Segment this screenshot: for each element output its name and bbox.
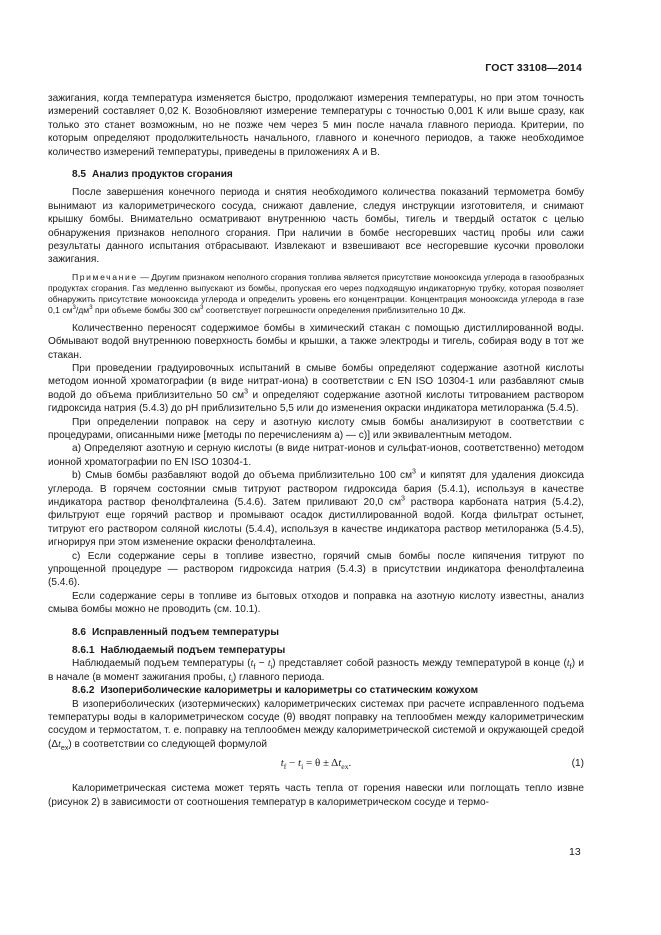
list-item-b: b) Смыв бомбы разбавляют водой до объема приблизительно 100 $см^3$ и кипятят для удаления диоксида углерода. В горячем состоянии смыв титруют раствором гидроксида бария (5.4.1), используя в качестве индикатора раствор фенолфталеина (5.4.6). Затем приливают 20,0 $см^3$ раствора карбоната натрия (5.4.2), фильтруют еще горячий раствор и промывают осадок дистиллированной водой. Когда фильтрат остынет, титруют его раствором соляной кислоты (5.4.4), используя в качестве индикатора раствор метилоранжа (5.4.5), игнорируя при этом изменение окраски фенолфталеина. [48, 468, 584, 549]
section-title: Анализ продуктов сгорания [92, 169, 233, 181]
section-title: Исправленный подъем температуры [92, 626, 279, 638]
paragraph: В изопериболических (изотермических) калориметрических системах при расчете исправленного подъема температуры воды в калориметрическом сосуде (θ) вводят поправку на теплообмен между калориметрическим сосудом и термостатом, т. е. поправку на теплообмен между калориметрической системой и окружающей средой $(\Delta t_{ex})$ в соответствии со следующей формулой [48, 698, 584, 752]
subsection-number: 8.6.1 [72, 645, 95, 657]
paragraph: Калориметрическая система может терять часть тепла от горения навески или поглощать тепло извне (рисунок 2) в зависимости от соотношения температур в калориметрическом сосуде и термо- [48, 783, 584, 808]
list-item-c: c) Если содержание серы в топливе известно, горячий смыв бомбы после кипячения титруют по упрощенной процедуре — раствором гидроксида натрия (5.4.3) в присутствии индикатора фенолфталеина (5.4.6). [48, 550, 584, 589]
equation-number: (1) [571, 758, 584, 770]
paragraph: Наблюдаемый подъем температуры $(t_f - t_i)$ представляет собой разность между температурой в конце $(t_f)$ и в начале (в момент зажигания пробы, $t_i$) главного периода. [48, 658, 584, 685]
subsection-number: 8.6.2 [72, 685, 95, 697]
paragraph: Если содержание серы в топливе из бытовых отходов и поправка на азотную кислоту известны, анализ смыва бомбы можно не проводить (см. 10.1). [48, 590, 584, 616]
document-code: ГОСТ 33108—2014 [485, 62, 582, 74]
section-heading-8-5 [72, 168, 584, 181]
note: Примечание — Другим признаком неполного сгорания топлива является присутствие монооксида углерода в газообразных продуктах сгорания. Газ медленно выпускают из бомбы, пропуская его через подходящую индикаторную трубку, которая позволяет обнаружить присутствие монооксида углерода и определить уровень его концентрации. Концентрация монооксида углерода в газе 0,1 $см^3/дм^3$ при объеме бомбы 300 $см^3$ соответствует погрешности определения приблизительно 10 Дж. [48, 271, 584, 316]
formula: $t_f - t_i = \theta \pm \Delta t_{ex}$. [280, 757, 352, 772]
note-label: Примечание [72, 271, 138, 282]
subsection-title: Изопериболические калориметры и калориметры со статическим кожухом [100, 685, 479, 697]
paragraph: После завершения конечного периода и снятия необходимого количества показаний термометра бомбу вынимают из калориметрического сосуда, снижают давление, следуя инструкции изготовителя, и снимают крышку бомбы. Внимательно осматривают внутреннюю часть бомбы, тигель и твердый остаток с целью обнаружения признаков неполного сгорания. При наличии в бомбе несгоревших частиц пробы или сажи результаты данного испытания отбрасывают. Извлекают и взвешивают все несгоревшие кусочки проволоки зажигания. [48, 187, 584, 266]
page-content [48, 92, 584, 809]
page-number: 13 [569, 846, 581, 858]
subsection-heading-8-6-2 [72, 684, 584, 697]
list-item-a: a) Определяют азотную и серную кислоты (в виде нитрат-ионов и сульфат-ионов, соответственно) методом ионной хроматографии по EN ISO 10304-1. [48, 443, 584, 468]
paragraph: зажигания, когда температура изменяется быстро, продолжают измерения температуры, но при этом точность измерений составляет 0,02 К. Возобновляют измерение температуры с точностью 0,001 К или выше сразу, как только это станет возможным, но не позже чем через 5 мин после начала главного периода. Критерии, по которым определяют продолжительность начального, главного и конечного периодов, а также необходимое количество измерений температуры, приведены в приложениях А и В. [48, 93, 584, 158]
paragraph: При проведении градуировочных испытаний в смыве бомбы определяют содержание азотной кислоты методом ионной хроматографии (в виде нитрат-иона) в соответствии с EN ISO 10304-1 или разбавляют смыв водой до объема приблизительно 50 $см^3$ и определяют содержание азотной кислоты титрованием раствором гидроксида натрия (5.4.3) до pH приблизительно 5,5 или до изменения окраски индикатора метилоранжа (5.4.5). [48, 362, 584, 415]
subsection-heading-8-6-1 [72, 644, 584, 657]
equation-1 [48, 755, 584, 773]
subsection-title: Наблюдаемый подъем температуры [100, 645, 286, 657]
section-number: 8.6 [72, 626, 87, 638]
section-number: 8.5 [72, 169, 87, 181]
section-heading-8-6 [72, 626, 584, 639]
paragraph: При определении поправок на серу и азотную кислоту смыв бомбы анализируют в соответствии с процедурами, описанными ниже [методы по перечислениям а) — с)] или эквивалентным методом. [48, 416, 584, 441]
paragraph: Количественно переносят содержимое бомбы в химический стакан с помощью дистиллированной воды. Обмывают водой внутреннюю поверхность бомбы и крышки, а также электроды и тигель, собирая воду в тот же стакан. [48, 322, 584, 361]
